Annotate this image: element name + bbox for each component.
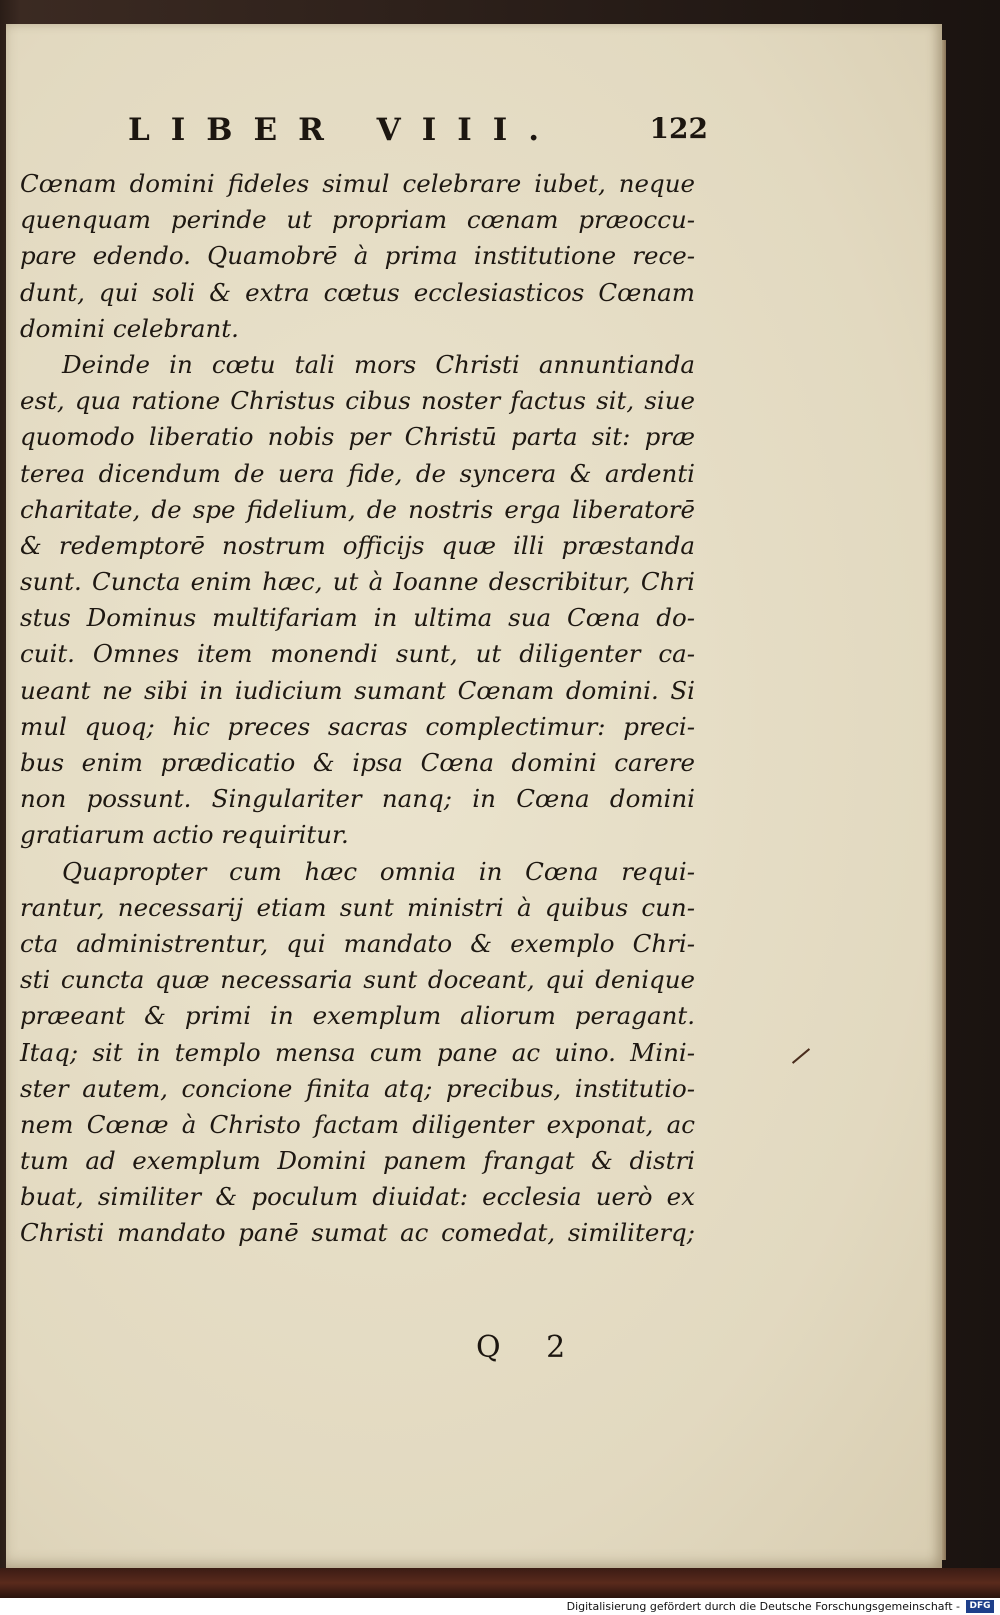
text-line: dunt, qui soli & extra cœtus ecclesiasticos Cœnam: [20, 277, 695, 307]
text-line: Christi mandato panē sumat ac comedat, similiterq;: [20, 1218, 695, 1248]
signature-mark: Q 2: [476, 1330, 584, 1365]
text-line: quomodo liberatio nobis per Christū parta sit: præ: [20, 422, 695, 452]
text-line: præeant & primi in exemplum aliorum peragant.: [20, 1001, 695, 1031]
text-line: cta administrentur, qui mandato & exemplo Chri-: [20, 928, 695, 958]
text-line: pare edendo. Quamobrē à prima institutione rece-: [20, 241, 695, 271]
text-line: charitate, de spe fidelium, de nostris erga liberatorē: [20, 494, 695, 524]
text-line: sunt. Cuncta enim hæc, ut à Ioanne describitur, Chri: [20, 567, 695, 597]
body-text: [20, 166, 695, 1252]
text-line: rantur, necessarij etiam sunt ministri à quibus cun-: [20, 892, 695, 922]
text-line: est, qua ratione Christus cibus noster factus sit, siue: [20, 386, 695, 416]
text-line: & redemptorē nostrum officijs quæ illi præstanda: [20, 530, 695, 560]
text-line: mul quoq; hic preces sacras complectimur: preci-: [20, 711, 695, 741]
text-line: Itaq; sit in templo mensa cum pane ac uino. Mini-: [20, 1037, 695, 1067]
text-line: sti cuncta quæ necessaria sunt doceant, qui denique: [20, 965, 695, 995]
dfg-logo: DFG: [966, 1600, 994, 1613]
text-line: quenquam perinde ut propriam cœnam præoccu-: [20, 205, 695, 235]
page-number: 122: [649, 112, 708, 145]
footer-credit: Digitalisierung gefördert durch die Deutsche Forschungsgemeinschaft -: [566, 1600, 960, 1613]
text-line: buat, similiter & poculum diuidat: ecclesia uerò ex: [20, 1182, 695, 1212]
text-line: ueant ne sibi in iudicium sumant Cœnam domini. Si: [20, 675, 695, 705]
text-line: non possunt. Singulariter nanq; in Cœna domini: [20, 784, 695, 814]
text-line: gratiarum actio requiritur.: [20, 820, 349, 850]
text-line: ster autem, concione finita atq; precibus, institutio-: [20, 1073, 695, 1103]
running-title: LIBER VIII.: [128, 112, 561, 148]
text-line: tum ad exemplum Domini panem frangat & distri: [20, 1146, 695, 1176]
text-line: Deinde in cœtu tali mors Christi annuntianda: [62, 349, 695, 379]
book-cover-edge: [0, 1568, 1000, 1598]
text-line: stus Dominus multifariam in ultima sua Cœna do-: [20, 603, 695, 633]
text-line: Cœnam domini fideles simul celebrare iubet, neque: [20, 169, 695, 198]
text-line: domini celebrant.: [20, 313, 239, 343]
running-head: [128, 112, 708, 152]
text-line: cuit. Omnes item monendi sunt, ut diligenter ca-: [20, 639, 695, 669]
text-line: nem Cœnæ à Christo factam diligenter exponat, ac: [20, 1109, 695, 1139]
text-line: bus enim prædicatio & ipsa Cœna domini carere: [20, 748, 695, 777]
text-line: Quapropter cum hæc omnia in Cœna requi-: [62, 856, 695, 886]
text-line: terea dicendum de uera fide, de syncera & ardenti: [20, 458, 695, 488]
